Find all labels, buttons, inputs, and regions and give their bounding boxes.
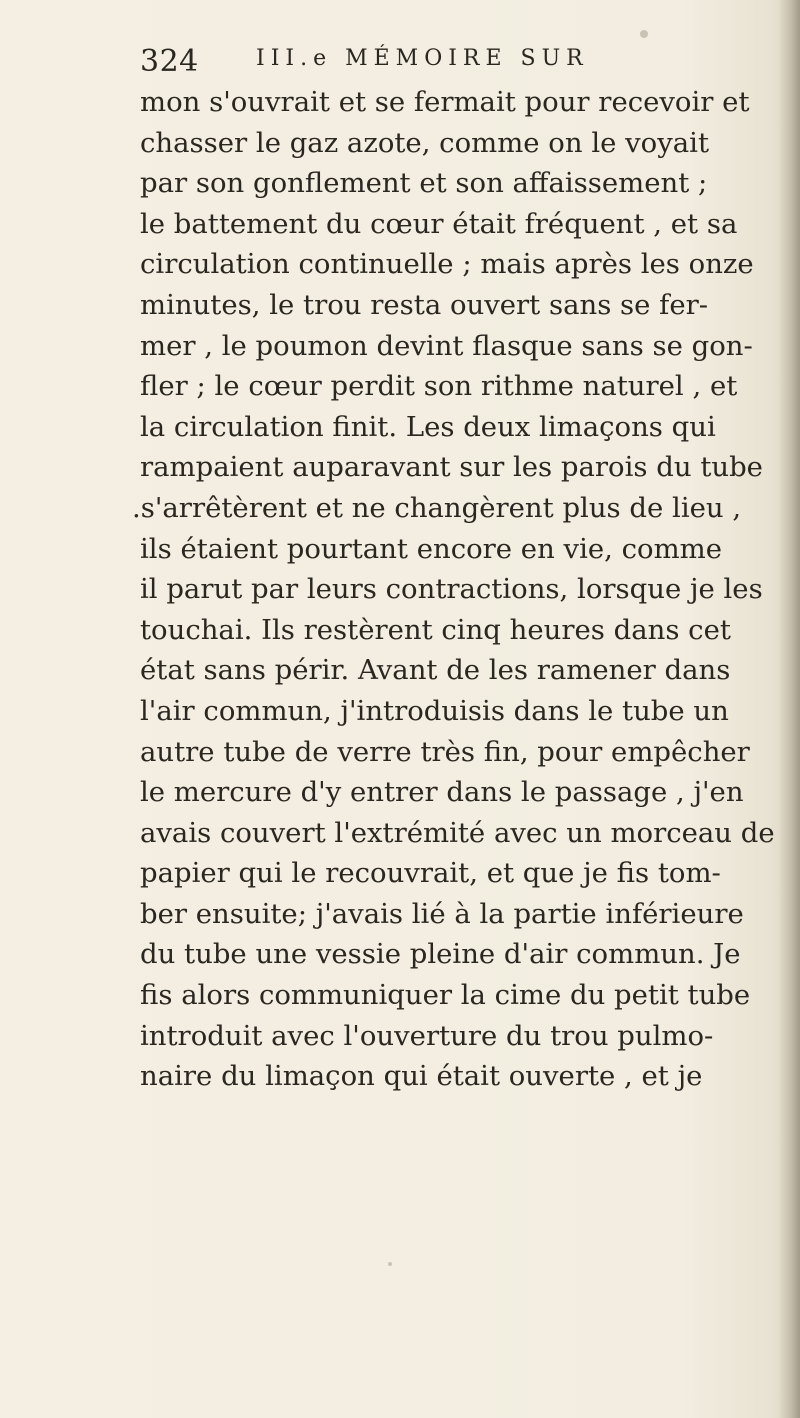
text-line: par son gonflement et son affaissement ; bbox=[140, 167, 708, 200]
text-line: naire du limaçon qui était ouverte , et je bbox=[140, 1060, 703, 1093]
text-line: la circulation finit. Les deux limaçons qui bbox=[140, 410, 716, 443]
text-line: l'air commun, j'introduisis dans le tube un bbox=[140, 694, 729, 727]
text-line: autre tube de verre très fin, pour empêcher bbox=[140, 735, 750, 768]
text-line: mer , le poumon devint flasque sans se gon- bbox=[140, 329, 753, 362]
running-head: III.e MÉMOIRE SUR bbox=[256, 46, 589, 71]
text-line: fler ; le cœur perdit son rithme naturel , et bbox=[140, 370, 738, 403]
text-line: le mercure d'y entrer dans le passage , j'en bbox=[140, 776, 744, 809]
page-edge-shadow bbox=[778, 0, 800, 1418]
paper-speck bbox=[388, 1262, 392, 1266]
text-line: papier qui le recouvrait, et que je fis tom- bbox=[140, 857, 721, 890]
body-text bbox=[132, 82, 775, 1097]
page-number: 324 bbox=[140, 44, 199, 79]
text-line: touchai. Ils restèrent cinq heures dans cet bbox=[140, 613, 731, 646]
text-line: introduit avec l'ouverture du trou pulmo- bbox=[140, 1019, 714, 1052]
text-line: avais couvert l'extrémité avec un morceau de bbox=[140, 816, 775, 849]
text-line: .s'arrêtèrent et ne changèrent plus de lieu , bbox=[132, 491, 742, 524]
text-line: du tube une vessie pleine d'air commun. Je bbox=[140, 938, 741, 971]
text-line: état sans périr. Avant de les ramener dans bbox=[140, 654, 731, 687]
paper-speck bbox=[152, 108, 155, 111]
text-line: ils étaient pourtant encore en vie, comme bbox=[140, 532, 723, 565]
text-line: fis alors communiquer la cime du petit tube bbox=[140, 979, 751, 1012]
text-line: ber ensuite; j'avais lié à la partie inférieure bbox=[140, 897, 744, 930]
text-line: chasser le gaz azote, comme on le voyait bbox=[140, 126, 710, 159]
text-line: le battement du cœur était fréquent , et sa bbox=[140, 207, 738, 240]
text-line: mon s'ouvrait et se fermait pour recevoir et bbox=[140, 86, 750, 118]
text-line: rampaient auparavant sur les parois du tube bbox=[140, 451, 763, 484]
text-line: il parut par leurs contractions, lorsque je les bbox=[140, 573, 763, 606]
paper-speck bbox=[640, 30, 648, 38]
text-line: circulation continuelle ; mais après les onze bbox=[140, 248, 754, 281]
text-line: minutes, le trou resta ouvert sans se fer- bbox=[140, 288, 709, 321]
